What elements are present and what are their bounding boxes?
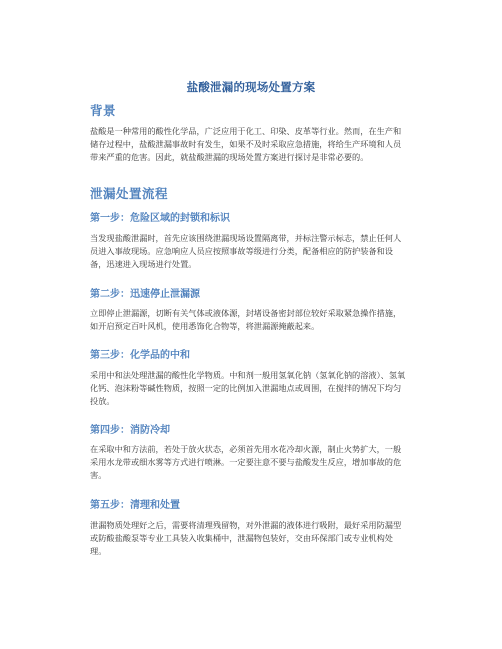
background-paragraph: 盐酸是一种常用的酸性化学品，广泛应用于化工、印染、皮革等行业。然而，在生产和储存过程中，盐酸泄漏事故时有发生，如果不及时采取应急措施，将给生产环境和人员带来严重的危害。因此，就盐酸泄漏的现场处置方案进行探讨是非常必要的。 bbox=[90, 126, 402, 162]
step-1-title: 第一步：危险区域的封锁和标识 bbox=[90, 213, 230, 224]
step-2-paragraph: 立即停止泄漏源，切断有关气体或液体源，封堵设备密封部位较好采取紧急操作措施，如开启预定百叶风机，使用悉饰化合物等，将泄漏源掩蔽起来。 bbox=[90, 308, 402, 331]
background-heading: 背景 bbox=[90, 103, 117, 118]
step-1-paragraph: 当发现盐酸泄漏时，首先应该围绕泄漏现场设置隔离带，并标注警示标志，禁止任何人员进入事故现场。应急响应人员应按照事故等级进行分类，配备相应的防护装备和设备，迅速进入现场进行处置。 bbox=[90, 233, 402, 269]
step-2-title: 第二步：迅速停止泄漏源 bbox=[90, 289, 200, 300]
step-5-title: 第五步：清理和处置 bbox=[90, 500, 180, 511]
process-heading: 泄漏处置流程 bbox=[90, 186, 169, 201]
step-4-paragraph: 在采取中和方法前，若处于放火状态，必须首先用水花冷却火源，制止火势扩大，一般采用水龙带或细水雾等方式进行喷淋。一定要注意不要与盐酸发生反应，增加事故的危害。 bbox=[90, 444, 402, 480]
step-3-paragraph: 采用中和法处理泄漏的酸性化学物质。中和剂一般用氢氧化钠（氢氧化钠的溶液）、氢氧化钙、泡沫粉等碱性物质，按照一定的比例加入泄漏地点或周围，在搅拌的情况下均匀投放。 bbox=[90, 370, 406, 406]
step-3-title: 第三步：化学品的中和 bbox=[90, 350, 190, 361]
step-4-title: 第四步：消防冷却 bbox=[90, 425, 170, 436]
document-title: 盐酸泄漏的现场处置方案 bbox=[186, 80, 316, 94]
step-5-paragraph: 泄漏物质处理好之后，需要将清理残留物，对外泄漏的液体进行吸附，最好采用防漏型或防酸盐酸泵等专业工具装入收集桶中，泄漏物包装好，交由环保部门或专业机构处理。 bbox=[90, 520, 402, 556]
